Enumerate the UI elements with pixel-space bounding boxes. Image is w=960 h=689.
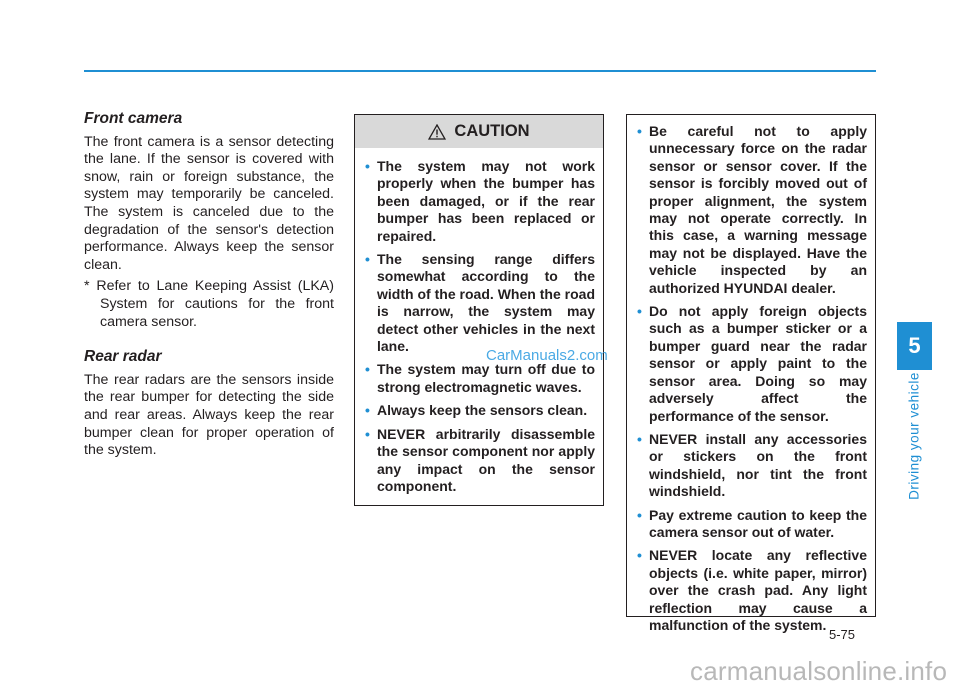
section-heading-front-camera: Front camera — [84, 110, 183, 127]
caution-header — [355, 115, 603, 148]
caution-item: • The system may not work properly when the bumper has been damaged, or if the rear bumper has been replaced or repaired. — [365, 158, 595, 245]
caution-continued-item: • NEVER locate any reflective objects (i.e. white paper, mirror) over the crash pad. Any light reflection may cause a malfunction of the system. — [637, 547, 867, 634]
caution-item: • The sensing range differs somewhat according to the width of the road. When the road is narrow, the system may detect other vehicles in the next lane. — [365, 251, 595, 355]
caution-continued-item: • NEVER install any accessories or stickers on the front windshield, nor tint the front windshield. — [637, 431, 867, 501]
caution-continued-box — [626, 114, 876, 633]
caution-continued-list — [627, 115, 875, 634]
page-number: 5-75 — [829, 627, 856, 642]
watermark: CarManuals2.com — [486, 347, 608, 364]
caution-item: • Always keep the sensors clean. — [365, 402, 595, 419]
front-camera-body: The front camera is a sensor detecting the lane. If the sensor is covered with snow, rain or foreign substance, the system may temporarily be canceled. The system is canceled due to the degradation of the sensor's detection performance. Always keep the sensor clean. — [84, 133, 334, 273]
main-text-column — [84, 110, 334, 460]
caution-continued-item: • Be careful not to apply unnecessary force on the radar sensor or sensor cover. If the sensor is forcibly moved out of proper alignment, the system may not operate correctly. In this case, a warning message may not be displayed. Have the vehicle inspected by an authorized HYUNDAI dealer. — [637, 123, 867, 297]
caution-title: CAUTION — [454, 122, 530, 140]
caution-item: • NEVER arbitrarily disassemble the sensor component nor apply any impact on the sensor component. — [365, 426, 595, 496]
warning-triangle-icon — [428, 124, 446, 140]
caution-continued-item: • Pay extreme caution to keep the camera sensor out of water. — [637, 507, 867, 542]
footer-url: carmanualsonline.info — [690, 656, 948, 686]
caution-continued-item: • Do not apply foreign objects such as a bumper sticker or a bumper guard near the radar sensor or apply paint to the sensor area. Doing so may adversely affect the performance of the sensor. — [637, 303, 867, 425]
caution-list — [355, 148, 603, 495]
section-heading-rear-radar: Rear radar — [84, 348, 162, 366]
header-rule — [84, 70, 876, 72]
chapter-side-title: Driving your vehicle — [906, 372, 922, 500]
front-camera-note: * Refer to Lane Keeping Assist (LKA) System for cautions for the front camera sensor. — [84, 278, 334, 330]
caution-item: • The system may turn off due to strong electromagnetic waves. — [365, 361, 595, 396]
chapter-tab: 5 — [897, 322, 932, 370]
rear-radar-body: The rear radars are the sensors inside the rear bumper for detecting the side and rear areas. Always keep the rear bumper clean for proper operation of the system. — [84, 371, 334, 459]
caution-box — [354, 114, 604, 506]
